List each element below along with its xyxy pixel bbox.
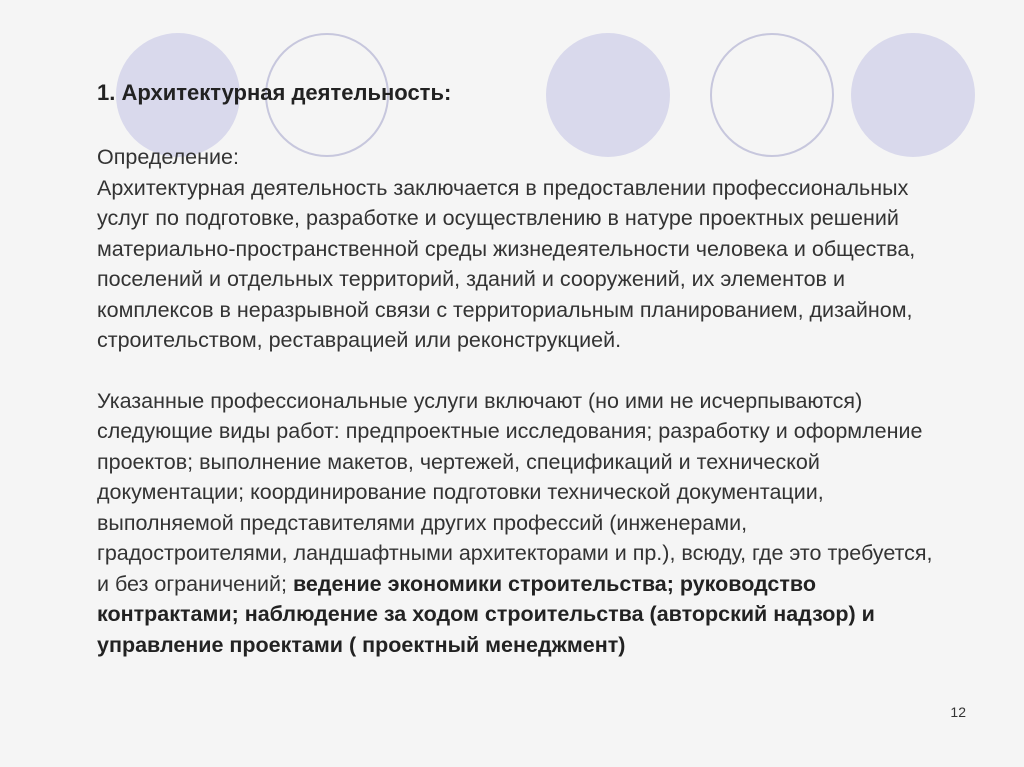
definition-text: Архитектурная деятельность заключается в предоставлении профессиональных услуг по подготовке, разработке и осуществлению в натуре проектных решений материально-пространственной среды жизнедеятельности человека и общества, поселений и отдельных территорий, зданий и сооружений, их элементов и комплексов в неразрывной связи с территориальным планированием, дизайном, строительством, реставрацией или реконструкцией. (97, 175, 916, 352)
slide-content (97, 78, 937, 660)
services-block (97, 386, 937, 661)
definition-block (97, 142, 937, 356)
slide-heading: 1. Архитектурная деятельность: (97, 80, 452, 105)
page-number: 12 (950, 704, 966, 720)
services-bold-text: ведение экономики строительства; руководство контрактами; наблюдение за ходом строительства (авторский надзор) и управление проектами ( проектный менеджмент) (97, 571, 875, 657)
paragraph-gap (97, 356, 937, 386)
services-text: Указанные профессиональные услуги включают (но ими не исчерпываются) следующие виды работ: предпроектные исследования; разработку и оформление проектов; выполнение макетов, чертежей, спецификаций и технической документации; координирование подготовки технической документации, выполняемой представителями других профессий (инженерами, градостроителями, ландшафтными архитекторами и пр.), всюду, где это требуется, и без ограничений; (97, 388, 933, 596)
definition-label: Определение: (97, 145, 239, 169)
